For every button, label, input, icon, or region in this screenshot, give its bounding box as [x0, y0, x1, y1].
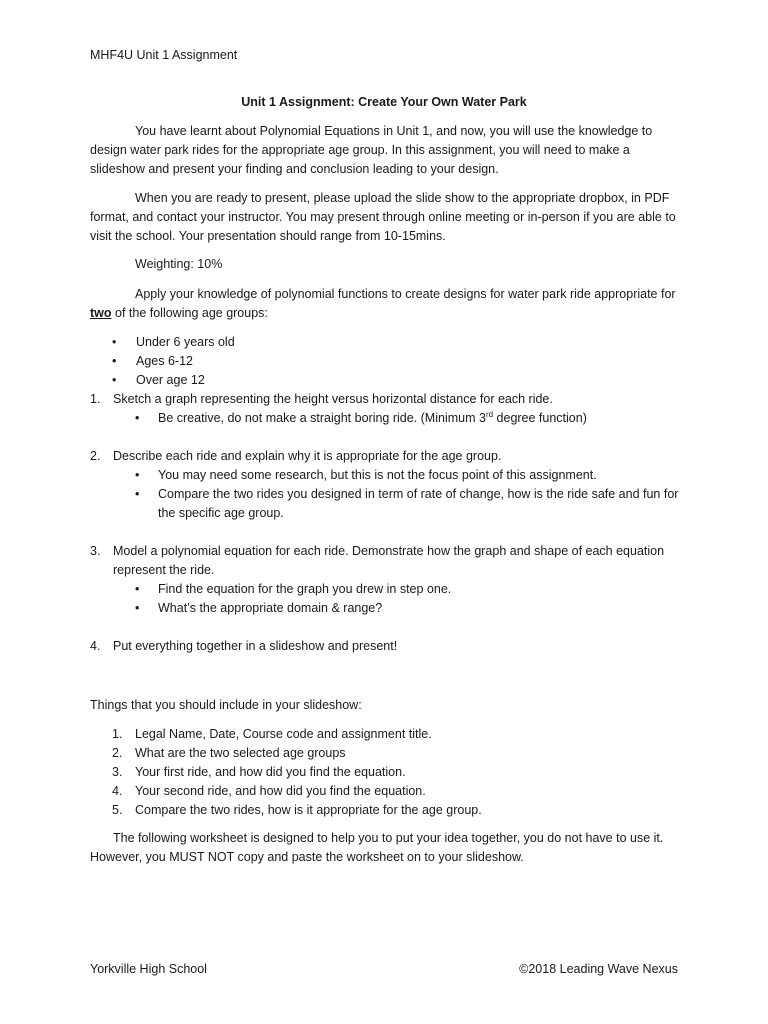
step-4	[90, 637, 680, 656]
include-item	[112, 725, 672, 744]
bullet-icon: •	[112, 335, 117, 349]
include-number: 1.	[112, 727, 123, 741]
age-group-label: Ages 6-12	[136, 354, 193, 368]
age-group-label: Over age 12	[136, 373, 205, 387]
step-subitem	[90, 466, 680, 485]
include-number: 3.	[112, 765, 123, 779]
include-item	[112, 782, 672, 801]
include-number: 5.	[112, 803, 123, 817]
presentation-paragraph: When you are ready to present, please upload the slide show to the appropriate dropbox, in PDF format, and contact your instructor. You may present through online meeting or in-person if you are able to visit the school. Your presentation should range from 10-15mins.	[90, 191, 676, 243]
subitem-text: Find the equation for the graph you drew in step one.	[158, 582, 452, 596]
step-number: 2.	[90, 449, 101, 463]
bullet-icon: •	[135, 411, 140, 425]
include-number: 4.	[112, 784, 123, 798]
step-number: 3.	[90, 544, 101, 558]
bullet-icon: •	[135, 582, 140, 596]
bullet-icon: •	[135, 487, 140, 501]
step-text: Model a polynomial equation for each ride. Demonstrate how the graph and shape of each equation represent the ride.	[113, 544, 665, 577]
weighting-paragraph: Weighting: 10%	[135, 257, 223, 271]
age-group-item	[112, 371, 672, 390]
subitem-text-before: Be creative, do not make a straight boring ride. (Minimum 3	[158, 411, 486, 425]
apply-emphasis: two	[90, 306, 112, 320]
apply-text-before: Apply your knowledge of polynomial functions to create designs for water park ride appropriate for	[135, 287, 676, 301]
include-text: Your second ride, and how did you find the equation.	[135, 784, 426, 798]
worksheet-note: The following worksheet is designed to help you to put your idea together, you do not have to use it. However, you MUST NOT copy and paste the worksheet on to your slideshow.	[90, 831, 664, 864]
step-subitem	[90, 580, 680, 599]
step-number: 4.	[90, 639, 101, 653]
apply-text-after: of the following age groups:	[111, 306, 268, 320]
age-group-item	[112, 352, 672, 371]
subitem-text: Compare the two rides you designed in term of rate of change, how is the ride safe and fun for the specific age group.	[158, 487, 679, 520]
apply-paragraph	[90, 285, 680, 323]
include-heading: Things that you should include in your slideshow:	[90, 698, 362, 712]
footer-school: Yorkville High School	[90, 962, 207, 976]
step-2	[90, 447, 680, 523]
include-text: Legal Name, Date, Course code and assignment title.	[135, 727, 432, 741]
age-group-list	[112, 333, 672, 390]
age-group-label: Under 6 years old	[136, 335, 235, 349]
step-item	[90, 447, 680, 466]
include-item	[112, 801, 672, 820]
bullet-icon: •	[112, 354, 117, 368]
subitem-text: What’s the appropriate domain & range?	[158, 601, 383, 615]
footer-copyright: ©2018 Leading Wave Nexus	[519, 962, 678, 976]
include-text: What are the two selected age groups	[135, 746, 346, 760]
step-subitem	[90, 485, 680, 523]
bullet-icon: •	[112, 373, 117, 387]
subitem-text-after: degree function)	[493, 411, 587, 425]
step-item	[90, 542, 680, 580]
intro-paragraph: You have learnt about Polynomial Equations in Unit 1, and now, you will use the knowledge to design water park rides for the appropriate age group. In this assignment, you will need to make a slideshow and present your finding and conclusion leading to your design.	[90, 124, 653, 176]
step-subitem	[90, 409, 680, 428]
step-text: Describe each ride and explain why it is appropriate for the age group.	[113, 449, 502, 463]
step-item	[90, 390, 680, 409]
include-item	[112, 744, 672, 763]
subitem-text: You may need some research, but this is not the focus point of this assignment.	[158, 468, 597, 482]
step-text: Sketch a graph representing the height versus horizontal distance for each ride.	[113, 392, 553, 406]
step-text: Put everything together in a slideshow and present!	[113, 639, 398, 653]
step-1	[90, 390, 680, 428]
document-header: MHF4U Unit 1 Assignment	[90, 48, 238, 62]
bullet-icon: •	[135, 468, 140, 482]
include-text: Compare the two rides, how is it appropriate for the age group.	[135, 803, 482, 817]
bullet-icon: •	[135, 601, 140, 615]
include-list	[112, 725, 672, 820]
step-subitem	[90, 599, 680, 618]
step-3	[90, 542, 680, 618]
step-item	[90, 637, 680, 656]
include-item	[112, 763, 672, 782]
ordinal-suffix: rd	[485, 409, 494, 419]
assignment-title: Unit 1 Assignment: Create Your Own Water Park	[241, 95, 527, 109]
age-group-item	[112, 333, 672, 352]
include-number: 2.	[112, 746, 123, 760]
step-number: 1.	[90, 392, 101, 406]
include-text: Your first ride, and how did you find the equation.	[135, 765, 406, 779]
